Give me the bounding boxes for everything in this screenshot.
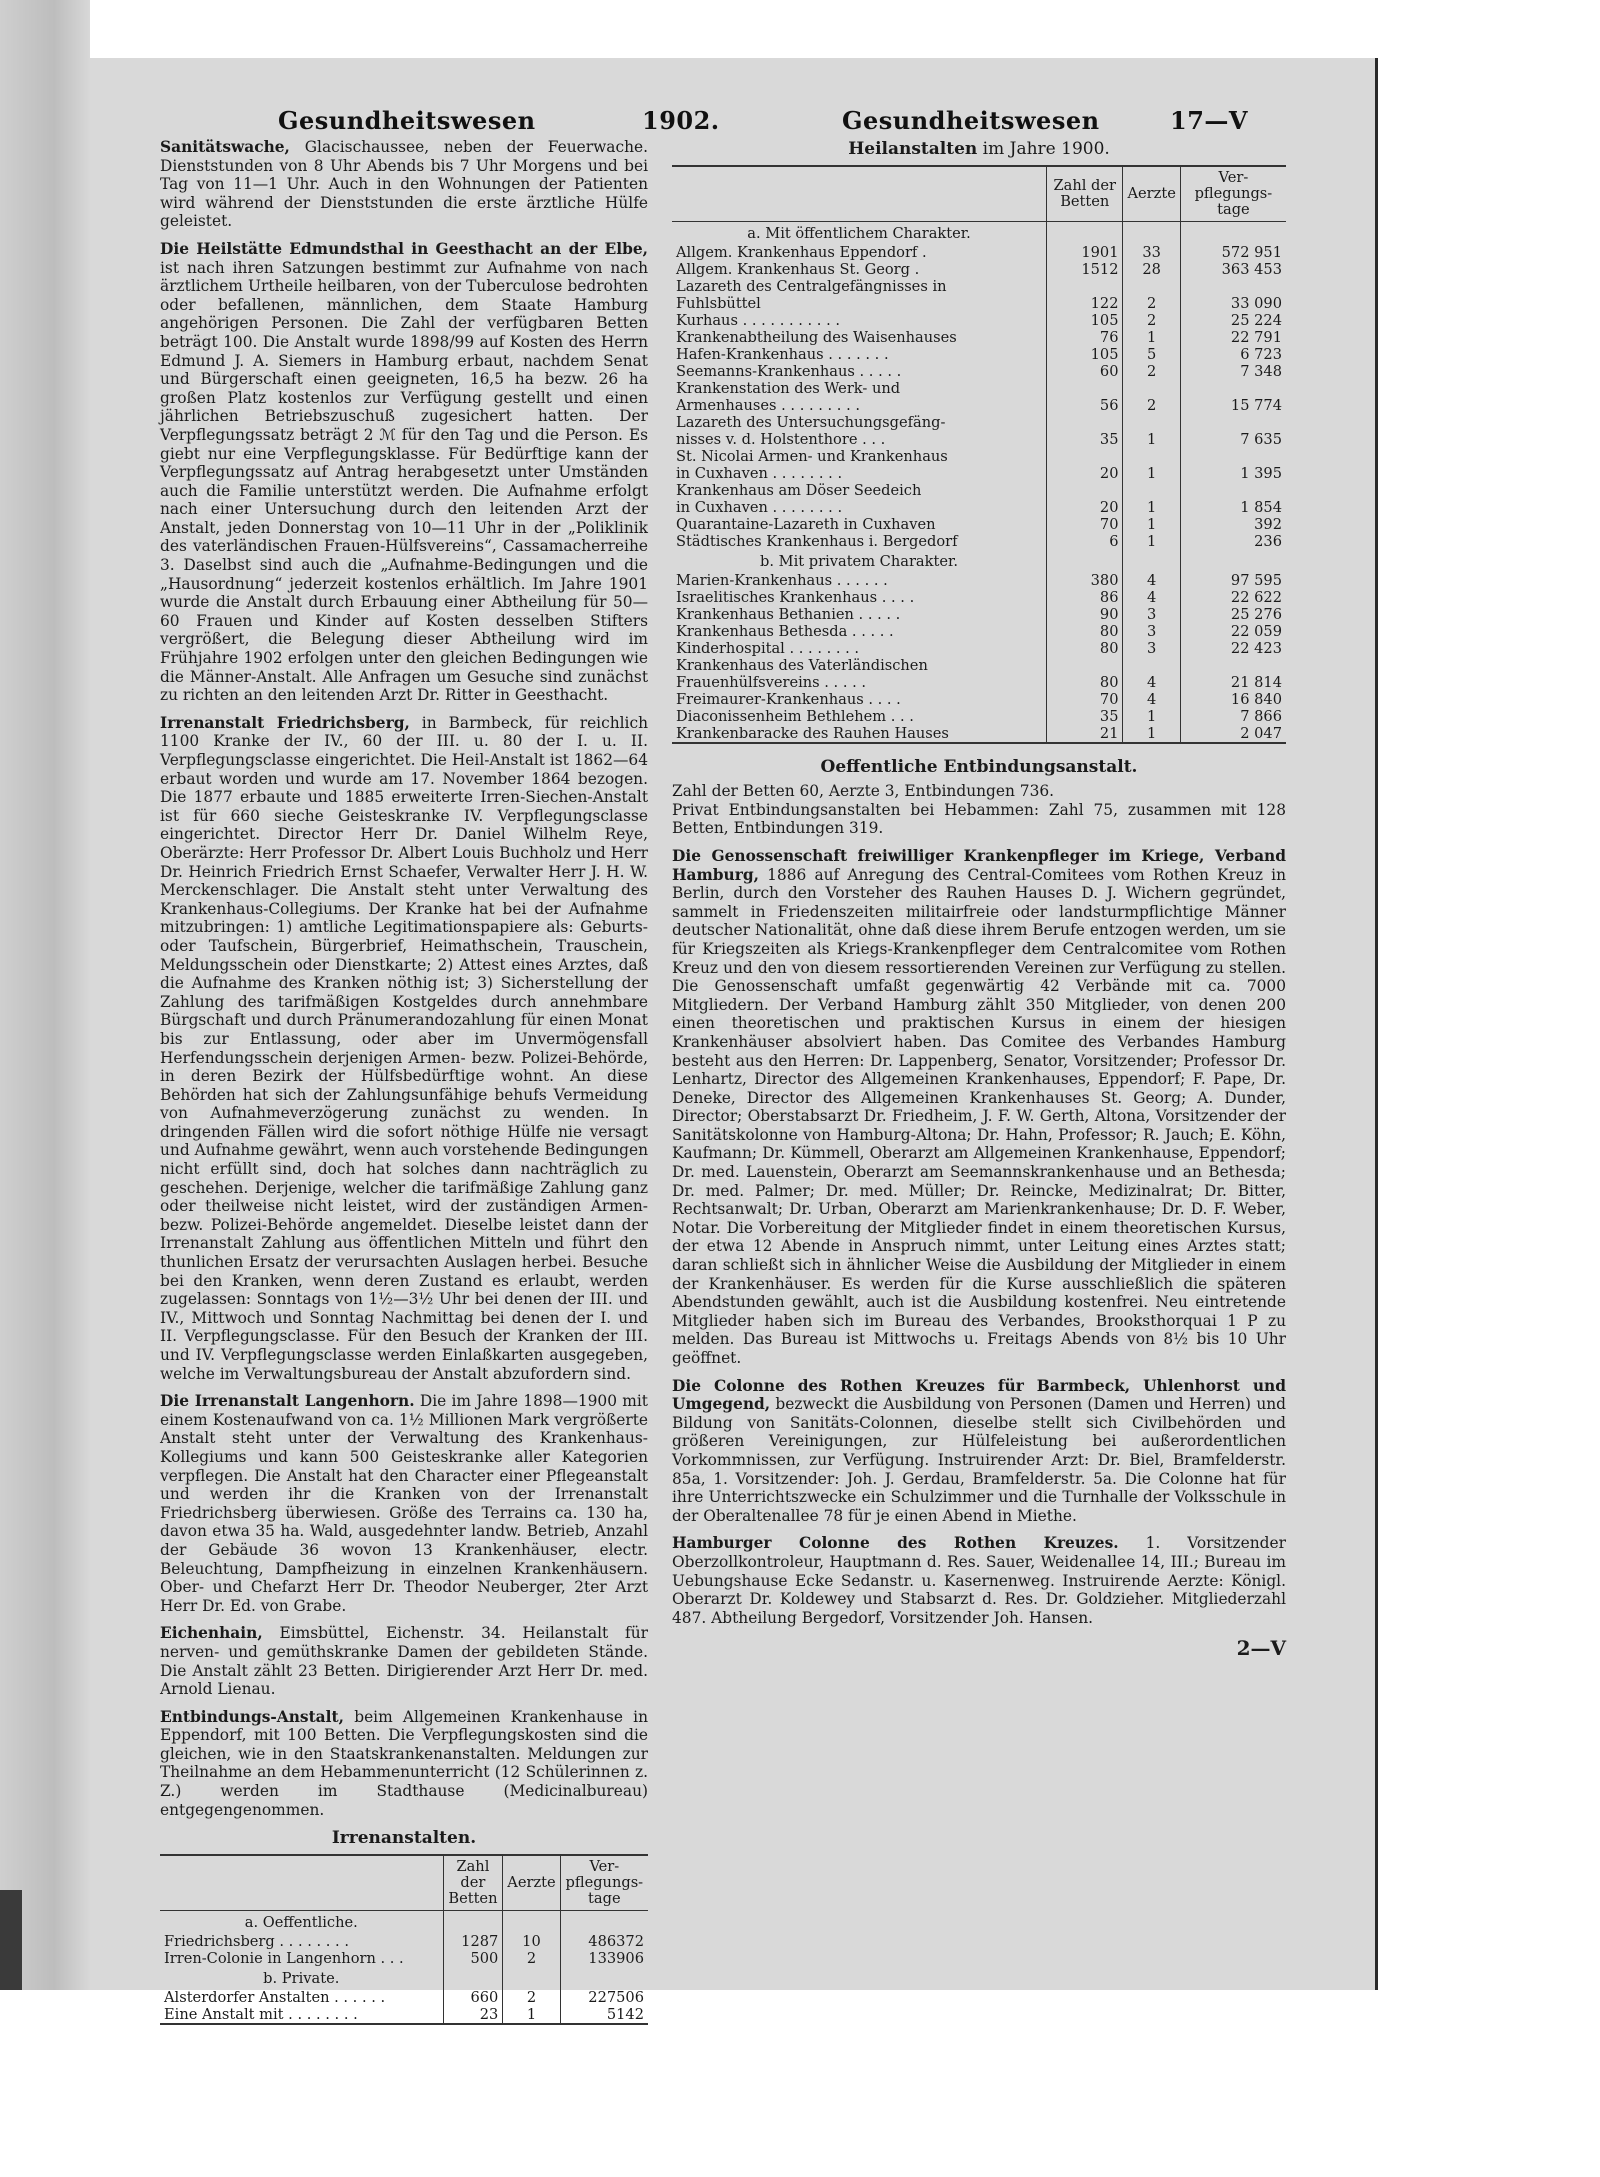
para-lead: Hamburger Colonne des Rothen Kreuzes. [672, 1534, 1119, 1553]
row-label: Marien-Krankenhaus . . . . . . [676, 571, 888, 589]
row-label: Krankenstation des Werk- und [676, 379, 901, 397]
cell-aerzte [1123, 657, 1180, 674]
heil-table [672, 165, 1286, 744]
para-lead: Irrenanstalt Friedrichsberg, [160, 713, 410, 732]
table-row [672, 312, 1286, 329]
para-genossenschaft [672, 847, 1286, 1368]
row-label: Freimaurer-Krankenhaus . . . . [676, 690, 901, 708]
irren-header-aerzte: Aerzte [503, 1855, 560, 1911]
table-row [672, 623, 1286, 640]
left-column [160, 138, 648, 2025]
cell-aerzte: 1 [1123, 465, 1180, 482]
table-row [672, 397, 1286, 414]
cell-tage: 22 791 [1180, 329, 1286, 346]
para-text: in Barmbeck, für reichlich 1100 Kranke der IV., 60 der III. u. 80 der I. u. II. Verpflegungsclasse eingerichtet. Die Heil-Anstalt ist 1862—64 erbaut worden und wurde am 17. November 1864 bezogen. Die 1877 erbaute und 1885 erweiterte Irren-Siechen-Anstalt ist für 660 sieche Geisteskranke IV. Verpflegungsclasse eingerichtet. Director Herr Dr. Daniel Wilhelm Reye, Oberärzte: Herr Professor Dr. Albert Louis Buchholz und Herr Dr. Heinrich Friedrich Ernst Schaefer, Verwalter Herr J. H. W. Merckenschlager. Die Anstalt steht unter Verwaltung des Krankenhaus-Collegiums. Der Kranke hat bei der Aufnahme mitzubringen: 1) amtliche Legitimationspapiere als: Geburts- oder Taufschein, Bürgerbrief, Heimathschein, Trauschein, Meldungsschein oder Dienstkarte; 2) Attest eines Arztes, daß die Aufnahme des Kranken nöthig ist; 3) Sicherstellung der Zahlung des tarifmäßigen Kostgeldes durch annehmbare Bürgschaft und durch Pränumerandozahlung für einen Monat bis zur Entlassung, oder aber im Unvermögensfall Herfendungsschein derjenigen Armen- bezw. Polizei-Behörde, in deren Bezirk der Hülfsbedürftige wohnt. An diese Behörden hat sich der Zahlungsunfähige behufs Vermeidung von Aufnahmeverzögerung zunächst zu wenden. In dringenden Fällen wird die sofort nöthige Hülfe nie versagt und Aufnahme gewährt, wenn auch vorstehende Bedingungen nicht erfüllt sind, doch hat solches dann nachträglich zu geschehen. Derjenige, welcher die tarifmäßige Zahlung ganz oder theilweise nicht leistet, wird der zuständigen Armen- bezw. Polizei-Behörde angemeldet. Dieselbe leistet dann der Irrenanstalt Zahlung aus öffentlichen Mitteln und führt den thunlichen Ersatz der verursachten Auslagen herbei. Besuche bei den Kranken, wenn deren Zustand es erlaubt, werden zugelassen: Sonntags von 1½—3½ Uhr bei denen der III. und IV., Mittwoch und Sonntag Nachmittag bei denen der I. und II. Verpflegungsclasse. Für den Besuch der Kranken der III. und IV. Verpflegungsclasse werden Einlaßkarten ausgegeben, welche im Verwaltungsbureau der Anstalt abzufordern sind. [160, 713, 649, 1383]
para-friedrichsberg [160, 714, 648, 1383]
cell-betten: 122 [1047, 295, 1123, 312]
cell-aerzte [1123, 414, 1180, 431]
irren-group-spacer [443, 1910, 503, 1933]
cell-tage: 7 866 [1180, 708, 1286, 725]
row-label: Seemanns-Krankenhaus . . . . . [676, 362, 902, 380]
cell-aerzte: 28 [1123, 261, 1180, 278]
cell-aerzte: 3 [1123, 606, 1180, 623]
para-text: Glacischaussee, neben der Feuerwache. Dienststunden von 8 Uhr Abends bis 7 Uhr Morgens und bei Tag von 11—1 Uhr. Auch in den Wohnungen der Patienten wird während der Dienststunden die erste ärztliche Hülfe geleistet. [160, 138, 648, 231]
cell-tage: 21 814 [1180, 674, 1286, 691]
cell-tage: 363 453 [1180, 261, 1286, 278]
row-label: Fuhlsbüttel [676, 294, 761, 312]
row-label: Krankenhaus am Döser Seedeich [676, 481, 922, 499]
cell-aerzte: 1 [1123, 431, 1180, 448]
table-row [160, 1950, 648, 1967]
cell-tage: 22 423 [1180, 640, 1286, 657]
table-row [672, 589, 1286, 606]
cell-betten: 500 [443, 1950, 503, 1967]
cell-betten: 23 [443, 2006, 503, 2024]
cell-tage: 5142 [560, 2006, 648, 2024]
irren-table [160, 1854, 648, 2025]
row-label: Krankenhaus Bethanien . . . . . [676, 605, 901, 623]
right-column [672, 139, 1286, 1661]
para-text: Eimsbüttel, Eichenstr. 34. Heilanstalt für nerven- und gemüthskranke Damen der gebildeten Stände. Die Anstalt zählt 23 Betten. Dirigierender Arzt Herr Dr. med. Arnold Lienau. [160, 1624, 648, 1699]
para-text: 1886 auf Anregung des Central-Comitees vom Rothen Kreuz in Berlin, durch den Vorsteher des Rauhen Hauses D. J. Wichern gegründet, sammelt in Friedenszeiten militairfreie oder landsturmpflichtige Männer deutscher Nationalität, ohne daß diese ihrem Berufe entzogen werden, um sie für Kriegszeiten als Kriegs-Krankenpfleger dem Centralcomitee vom Rothen Kreuz und den von diesem ressortierenden Vereinen zur Verfügung zu stellen. Die Genossenschaft umfaßt gegenwärtig 42 Verbände mit ca. 7000 Mitgliedern. Der Verband Hamburg zählt 350 Mitglieder, von denen 200 einen theoretischen und praktischen Kursus in einem der hiesigen Krankenhäuser absolviert haben. Das Comitee des Verbandes Hamburg besteht aus den Herren: Dr. Lappenberg, Senator, Vorsitzender; Professor Dr. Lenhartz, Director des Allgemeinen Krankenhauses, Eppendorf; F. Pape, Dr. Deneke, Director des Allgemeinen Krankenhauses St. Georg; A. Dunder, Director; Oberstabsarzt Dr. Friedheim, J. F. W. Gerth, Altona, Vorsitzender der Sanitätskolonne von Hamburg-Altona; Dr. Hahn, Professor; R. Jauch; E. Köhn, Kaufmann; Dr. Kümmell, Oberarzt am Allgemeinen Krankenhause, Eppendorf; Dr. med. Lauenstein, Oberarzt am Seemannskrankenhause und an Bethesda; Dr. med. Palmer; Dr. med. Müller; Dr. Reincke, Medizinalrat; Dr. Bitter, Rechtsanwalt; Dr. Urban, Oberarzt am Marienkrankenhause; Dr. D. F. Weber, Notar. Die Vorbereitung der Mitglieder findet in einem theoretischen Kursus, der etwa 12 Abende in Anspruch nimmt, unter Leitung eines Arztes statt; daran schließt sich in ähnlicher Weise die Ausbildung der Mitglieder in einem der Krankenhäuser. Es werden für die Kurse ausschließlich die späteren Abendstunden gewählt, auch ist die Ausbildung kostenfrei. Neu eintretende Mitglieder haben sich im Bureau des Verbandes, Brooksthorquai 1 P zu melden. Das Bureau ist Mittwochs u. Freitags Abends von 8½ bis 10 Uhr geöffnet. [672, 865, 1286, 1367]
irren-table-body [160, 1910, 648, 2024]
heil-table-title [672, 140, 1286, 159]
heil-group-spacer [1123, 550, 1180, 572]
table-row [672, 278, 1286, 295]
row-label: Lazareth des Untersuchungsgefäng- [676, 413, 946, 431]
table-row [672, 516, 1286, 533]
para-text: ist nach ihren Satzungen bestimmt zur Aufnahme von nach ärztlichem Urtheile heilbaren, von der Tuberculose bedrohten oder befallenen, männlichen, dem Staate Hamburg angehörigen Personen. Die Zahl der verfügbaren Betten beträgt 100. Die Anstalt wurde 1898/99 auf Kosten des Herrn Edmund J. A. Siemers in Hamburg erbaut, nachdem Senat und Bürgerschaft einen geeigneten, 16,5 ha bezw. 26 ha großen Platz kostenlos zur Verfügung gestellt und einen jährlichen Betriebszuschuß zugesichert hatten. Der Verpflegungssatz beträgt 2 ℳ für den Tag und die Person. Es giebt nur eine Verpflegungsklasse. Für Bedürftige kann der Verpflegungssatz auf Antrag herabgesetzt unter Umständen auch die Familie unterstützt werden. Die Aufnahme erfolgt nach einer Untersuchung durch den leitenden Arzt der Anstalt, jeden Donnerstag von 10—11 Uhr in der „Poliklinik des vaterländischen Frauen-Hülfsvereins“, Cassamacherreihe 3. Daselbst sind auch die „Aufnahme-Bedingungen und die „Hausordnung“ jederzeit kostenlos erhältlich. Im Jahre 1901 wurde die Anstalt durch Erbauung einer Abtheilung für 50—60 Frauen und Kinder auf Kosten desselben Stifters vergrößert, die Belegung dieser Abtheilung wird im Frühjahre 1902 erfolgen unter den gleichen Bedingungen wie die Männer-Anstalt. Alle Anfragen um Gesuche sind zunächst zu richten an den leitenden Arzt Dr. Ritter in Geesthacht. [160, 258, 648, 705]
entbindung-line-2: Privat Entbindungsanstalten bei Hebammen: Zahl 75, zusammen mit 128 Betten, Entbindungen 319. [672, 800, 1286, 838]
cell-betten: 80 [1047, 640, 1123, 657]
row-label: in Cuxhaven . . . . . . . . [676, 498, 843, 516]
row-label: Städtisches Krankenhaus i. Bergedorf [676, 532, 958, 550]
cell-betten: 21 [1047, 725, 1123, 743]
right-running-title: Gesundheitswesen [842, 106, 1100, 135]
row-label: Friedrichsberg . . . . . . . . [164, 1932, 349, 1950]
table-row [672, 533, 1286, 550]
heil-title-rest: im Jahre 1900. [977, 139, 1110, 159]
row-label: Armenhauses . . . . . . . . . [676, 396, 861, 414]
irren-group-spacer [560, 1967, 648, 1989]
scan-edge [0, 1890, 22, 1990]
cell-tage [1180, 278, 1286, 295]
cell-tage: 236 [1180, 533, 1286, 550]
cell-betten: 6 [1047, 533, 1123, 550]
cell-tage: 25 224 [1180, 312, 1286, 329]
irren-group-spacer [443, 1967, 503, 1989]
scan-margin [0, 0, 90, 1990]
irren-header-betten: Zahl der Betten [443, 1855, 503, 1911]
cell-betten: 20 [1047, 465, 1123, 482]
row-label: Allgem. Krankenhaus Eppendorf . [676, 243, 927, 261]
cell-aerzte: 4 [1123, 691, 1180, 708]
para-text: bezweckt die Ausbildung von Personen (Damen und Herren) und Bildung von Sanitäts-Colonnen, dieselbe stellt sich Civilbehörden und größeren Vereinigungen, zur Hülfeleistung bei außerordentlichen Vorkommnissen, zur Verfügung. Instruirender Arzt: Dr. Biel, Bramfelderstr. 85a, 1. Vorsitzender: Joh. J. Gerdau, Bramfelderstr. 5a. Die Colonne hat für ihre Unterrichtszwecke ein Schulzimmer und die Turnhalle der Volksschule in der Oberaltenallee 78 für je einen Abend in Miethe. [672, 1395, 1286, 1525]
cell-betten: 86 [1047, 589, 1123, 606]
cell-tage: 486372 [560, 1933, 648, 1950]
para-langenhorn [160, 1392, 648, 1615]
para-text: beim Allgemeinen Krankenhause in Eppendorf, mit 100 Betten. Die Verpflegungskosten sind die gleichen, wie in den Staatskrankenanstalten. Meldungen zur Theilnahme an dem Hebammenunterricht (12 Schülerinnen z. Z.) werden im Stadthause (Medicinalbureau) entgegengenommen. [160, 1707, 648, 1819]
heil-header-tage: Ver- pflegungs- tage [1180, 166, 1286, 222]
heil-group-spacer [1047, 550, 1123, 572]
left-running-title: Gesundheitswesen [278, 106, 536, 135]
cell-tage: 25 276 [1180, 606, 1286, 623]
cell-betten: 1901 [1047, 244, 1123, 261]
heil-group-label: b. Mit privatem Charakter. [760, 552, 958, 570]
page-number: 17—V [1170, 106, 1249, 135]
row-label: Hafen-Krankenhaus . . . . . . . [676, 345, 889, 363]
irren-group-label: a. Oeffentliche. [244, 1913, 358, 1931]
irren-group-spacer [503, 1910, 560, 1933]
cell-betten [1047, 657, 1123, 674]
cell-betten: 660 [443, 1989, 503, 2006]
cell-tage: 1 395 [1180, 465, 1286, 482]
table-row [672, 465, 1286, 482]
cell-aerzte: 1 [1123, 516, 1180, 533]
cell-tage: 572 951 [1180, 244, 1286, 261]
para-lead: Entbindungs-Anstalt, [160, 1707, 344, 1726]
heil-header-betten: Zahl der Betten [1047, 166, 1123, 222]
table-row [160, 1989, 648, 2006]
cell-tage [1180, 657, 1286, 674]
heil-table-body [672, 221, 1286, 743]
heil-group-row [672, 221, 1286, 244]
cell-aerzte: 2 [1123, 363, 1180, 380]
cell-betten: 105 [1047, 312, 1123, 329]
row-label: Diaconissenheim Bethlehem . . . [676, 707, 914, 725]
table-row [672, 499, 1286, 516]
cell-tage: 227506 [560, 1989, 648, 2006]
table-row [672, 572, 1286, 589]
irren-table-title: Irrenanstalten. [331, 1828, 477, 1849]
para-lead: Sanitätswache, [160, 138, 290, 156]
irren-group-spacer [503, 1967, 560, 1989]
table-row [672, 657, 1286, 674]
cell-aerzte: 1 [1123, 329, 1180, 346]
para-entbindungs-anstalt [160, 1708, 648, 1820]
cell-betten: 380 [1047, 572, 1123, 589]
table-row [672, 691, 1286, 708]
table-row [672, 346, 1286, 363]
para-edmundsthal [160, 240, 648, 705]
cell-tage: 33 090 [1180, 295, 1286, 312]
heil-group-label: a. Mit öffentlichem Charakter. [747, 224, 971, 242]
irren-group-label: b. Private. [263, 1969, 340, 1987]
cell-tage: 7 635 [1180, 431, 1286, 448]
irren-header-blank [160, 1855, 443, 1911]
row-label: Alsterdorfer Anstalten . . . . . . [164, 1988, 386, 2006]
cell-tage: 22 059 [1180, 623, 1286, 640]
cell-aerzte: 3 [1123, 623, 1180, 640]
table-row [672, 606, 1286, 623]
cell-betten: 90 [1047, 606, 1123, 623]
row-label: St. Nicolai Armen- und Krankenhaus [676, 447, 948, 465]
cell-tage [1180, 380, 1286, 397]
cell-aerzte: 2 [503, 1989, 560, 2006]
table-row [160, 1933, 648, 1950]
row-label: nisses v. d. Holstenthore . . . [676, 430, 886, 448]
cell-aerzte: 1 [1123, 499, 1180, 516]
table-row [672, 261, 1286, 278]
row-label: Eine Anstalt mit . . . . . . . . [160, 2006, 443, 2024]
para-sanitaetswache [160, 138, 648, 231]
row-label: Quarantaine-Lazareth in Cuxhaven [676, 515, 936, 533]
cell-betten [1047, 482, 1123, 499]
para-lead: Die Colonne des Rothen Kreuzes für Barmbeck, Uhlenhorst und Umgegend, [672, 1376, 1286, 1414]
cell-tage: 1 854 [1180, 499, 1286, 516]
row-label: Irren-Colonie in Langenhorn . . . [164, 1949, 404, 1967]
cell-betten: 1512 [1047, 261, 1123, 278]
cell-betten: 60 [1047, 363, 1123, 380]
row-label: Krankenhaus des Vaterländischen [676, 656, 928, 674]
cell-betten: 80 [1047, 674, 1123, 691]
cell-tage: 392 [1180, 516, 1286, 533]
table-row [160, 2006, 648, 2024]
table-row [672, 329, 1286, 346]
cell-tage: 133906 [560, 1950, 648, 1967]
cell-betten: 56 [1047, 397, 1123, 414]
table-row [672, 448, 1286, 465]
cell-aerzte: 1 [503, 2006, 560, 2024]
irren-group-row [160, 1910, 648, 1933]
table-row [672, 414, 1286, 431]
table-row [672, 725, 1286, 743]
document-page [90, 58, 1378, 2023]
table-row [672, 431, 1286, 448]
irren-header-tage: Ver- pflegungs- tage [560, 1855, 648, 1911]
cell-aerzte [1123, 380, 1180, 397]
heil-header-blank [672, 166, 1047, 222]
table-row [672, 363, 1286, 380]
para-lead: Die Irrenanstalt Langenhorn. [160, 1392, 415, 1411]
cell-betten: 80 [1047, 623, 1123, 640]
cell-aerzte: 33 [1123, 244, 1180, 261]
cell-tage: 22 622 [1180, 589, 1286, 606]
cell-betten [1047, 278, 1123, 295]
signature-mark: 2—V [1236, 1636, 1286, 1661]
cell-aerzte: 1 [1123, 533, 1180, 550]
heil-group-row [672, 550, 1286, 572]
para-lead: Eichenhain, [160, 1624, 263, 1643]
cell-tage: 16 840 [1180, 691, 1286, 708]
table-row [672, 244, 1286, 261]
cell-aerzte: 1 [1123, 708, 1180, 725]
para-colonne-barmbeck [672, 1377, 1286, 1526]
para-lead: Die Heilstätte Edmundsthal in Geesthacht an der Elbe, [160, 239, 648, 258]
cell-betten: 105 [1047, 346, 1123, 363]
cell-tage: 2 047 [1180, 725, 1286, 743]
cell-aerzte: 4 [1123, 674, 1180, 691]
cell-betten: 35 [1047, 431, 1123, 448]
para-lead: Die Genossenschaft freiwilliger Krankenpfleger im Kriege, Verband Hamburg, [672, 846, 1286, 884]
heil-group-spacer [1123, 221, 1180, 244]
cell-betten [1047, 448, 1123, 465]
heil-group-spacer [1180, 221, 1286, 244]
cell-tage: 97 595 [1180, 572, 1286, 589]
para-hamburger-colonne [672, 1534, 1286, 1627]
cell-betten [1047, 380, 1123, 397]
cell-betten: 35 [1047, 708, 1123, 725]
row-label: Israelitisches Krankenhaus . . . . [676, 588, 915, 606]
cell-aerzte: 2 [503, 1950, 560, 1967]
para-text: Die im Jahre 1898—1900 mit einem Kostenaufwand von ca. 1½ Millionen Mark vergrößerte Anstalt steht unter der Verwaltung des Krankenhaus-Kollegiums und kann 500 Geisteskranke aller Kategorien verpflegen. Die Anstalt hat den Character einer Pflegeanstalt und werden ihr die Kranken von der Irrenanstalt Friedrichsberg überwiesen. Größe des Terrains ca. 130 ha, davon etwa 35 ha. Wald, ausgedehnter landw. Betrieb, Anzahl der Gebäude 36 wovon 13 Krankenhäuser, electr. Beleuchtung, Dampfheizung in einzelnen Krankenhäusern. Ober- und Chefarzt Herr Dr. Theodor Neuberger, 2ter Arzt Herr Dr. Ed. von Grabe. [160, 1392, 648, 1615]
entbindung-line-1: Zahl der Betten 60, Aerzte 3, Entbindungen 736. [672, 782, 1055, 801]
cell-betten: 70 [1047, 691, 1123, 708]
table-row [672, 708, 1286, 725]
cell-aerzte: 1 [1123, 725, 1180, 743]
table-row [672, 640, 1286, 657]
cell-aerzte: 4 [1123, 589, 1180, 606]
row-label: Lazareth des Centralgefängnisses in [676, 277, 947, 295]
cell-tage [1180, 414, 1286, 431]
row-label: Frauenhülfsvereins . . . . . [676, 673, 867, 691]
cell-tage: 15 774 [1180, 397, 1286, 414]
para-eichenhain [160, 1624, 648, 1698]
row-label: in Cuxhaven . . . . . . . . [676, 464, 843, 482]
cell-aerzte [1123, 448, 1180, 465]
cell-aerzte: 5 [1123, 346, 1180, 363]
row-label: Krankenbaracke des Rauhen Hauses [672, 725, 1047, 743]
row-label: Krankenhaus Bethesda . . . . . [676, 622, 894, 640]
table-row [672, 482, 1286, 499]
cell-tage: 7 348 [1180, 363, 1286, 380]
irren-group-spacer [560, 1910, 648, 1933]
cell-aerzte: 2 [1123, 397, 1180, 414]
cell-betten: 70 [1047, 516, 1123, 533]
para-text: 1. Vorsitzender Oberzollkontroleur, Hauptmann d. Res. Sauer, Weidenallee 14, III.; Bureau im Uebungshause Ecke Sedanstr. u. Kasernenweg. Instruirende Aerzte: Königl. Oberarzt Dr. Koldewey und Stabsarzt d. Res. Dr. Goldzieher. Mitgliederzahl 487. Abtheilung Bergedorf, Vorsitzender Joh. Hansen. [672, 1534, 1286, 1627]
cell-aerzte [1123, 278, 1180, 295]
table-row [672, 674, 1286, 691]
cell-betten: 76 [1047, 329, 1123, 346]
row-label: Krankenabtheilung des Waisenhauses [676, 328, 957, 346]
row-label: Kurhaus . . . . . . . . . . . [676, 311, 841, 329]
cell-aerzte: 4 [1123, 572, 1180, 589]
table-row [672, 380, 1286, 397]
heil-group-spacer [1047, 221, 1123, 244]
cell-aerzte: 3 [1123, 640, 1180, 657]
row-label: Kinderhospital . . . . . . . . [676, 639, 860, 657]
cell-betten: 20 [1047, 499, 1123, 516]
cell-tage [1180, 482, 1286, 499]
table-row [672, 295, 1286, 312]
cell-aerzte: 2 [1123, 312, 1180, 329]
cell-tage: 6 723 [1180, 346, 1286, 363]
heil-title-bold: Heilanstalten [848, 139, 978, 159]
cell-betten: 1287 [443, 1933, 503, 1950]
entbindung-title: Oeffentliche Entbindungsanstalt. [820, 756, 1138, 777]
year-header: 1902. [642, 106, 720, 135]
cell-aerzte [1123, 482, 1180, 499]
row-label: Allgem. Krankenhaus St. Georg . [676, 260, 920, 278]
heil-header-aerzte: Aerzte [1123, 166, 1180, 222]
cell-tage [1180, 448, 1286, 465]
cell-betten [1047, 414, 1123, 431]
irren-group-row [160, 1967, 648, 1989]
cell-aerzte: 10 [503, 1933, 560, 1950]
cell-aerzte: 2 [1123, 295, 1180, 312]
heil-group-spacer [1180, 550, 1286, 572]
